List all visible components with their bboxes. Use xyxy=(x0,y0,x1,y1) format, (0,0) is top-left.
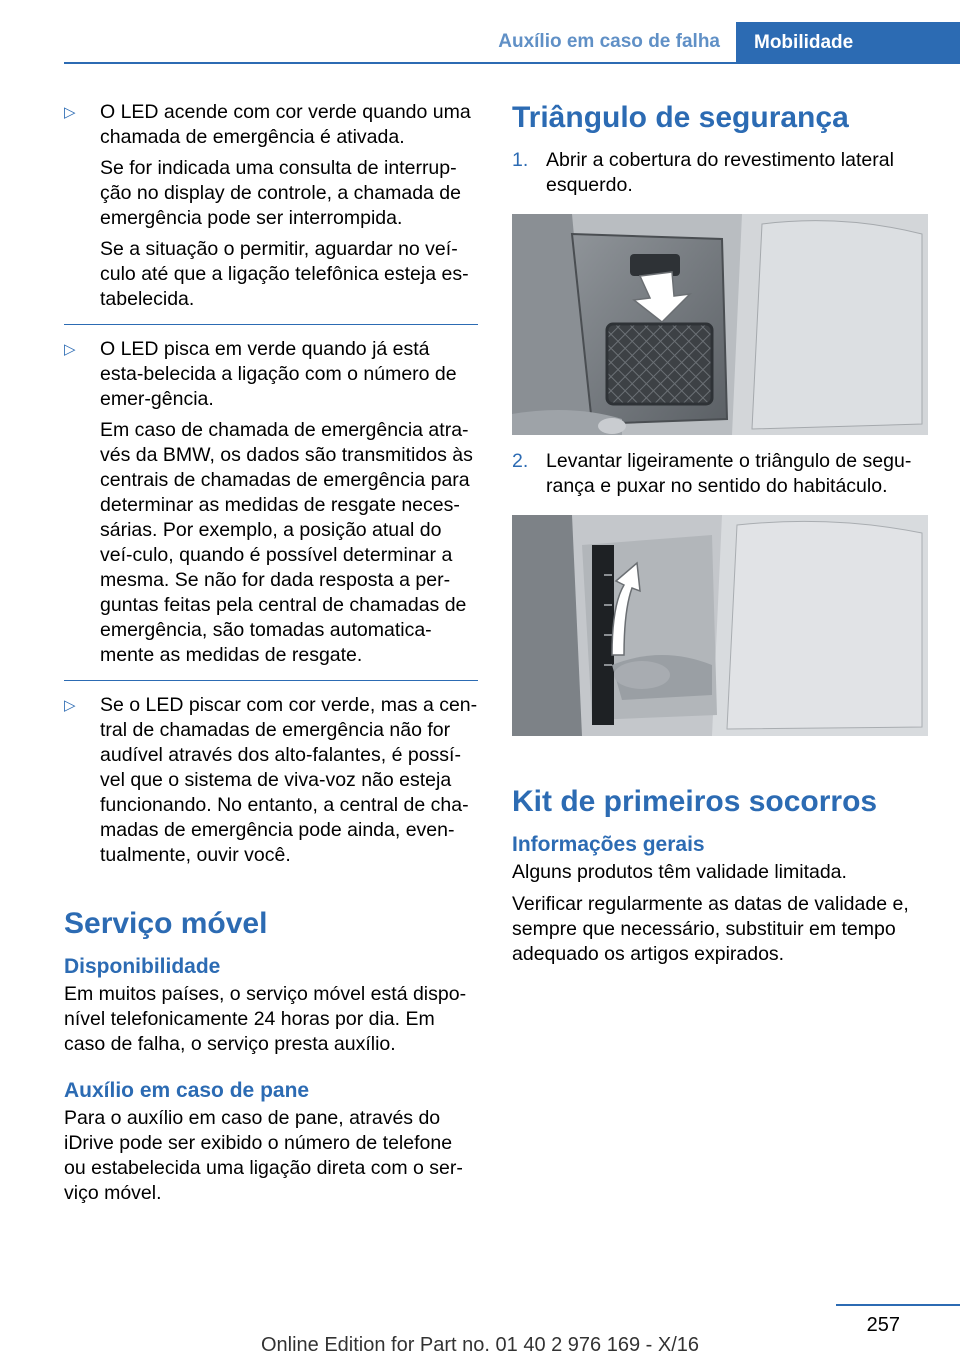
step-number: 2. xyxy=(512,450,529,472)
step-item xyxy=(512,148,928,198)
bullet-paragraph: Se o LED piscar com cor verde, mas a cen-tral de chamadas de emergência não for audível através dos alto-falantes, é possí-vel que o sistema de viva-voz não esteja funcionando. No entanto, a central de cha-madas de emergência pode ainda, even-tualmente, ouvir você. xyxy=(100,694,478,866)
bullet-paragraph: Se for indicada uma consulta de interrup-ção no display de controle, a chamada de emergência pode ser interrompida. xyxy=(100,157,461,229)
trunk-side-panel-cover-illustration xyxy=(512,214,928,435)
bullet-item xyxy=(64,693,478,868)
step-text: Abrir a cobertura do revestimento lateral esquerdo. xyxy=(546,149,894,196)
first-aid-paragraph: Verificar regularmente as datas de validade e, sempre que necessário, substituir em tempo adequado os artigos expirados. xyxy=(512,893,909,965)
section-title-triangulo: Triângulo de segurança xyxy=(512,101,849,134)
bullet-paragraph: Em caso de chamada de emergência atra-vés da BMW, os dados são transmitidos às centrais de chamadas de emergência para determinar as medidas de resgate neces-sárias. Por exemplo, a posição atual do veí-culo, quando é possível determinar a mesma. Se não for dada resposta a per-guntas feitas pela central de chamadas de emergência, são tomadas automatica-mente as medidas de resgate. xyxy=(100,419,473,666)
bullet-divider xyxy=(64,324,478,325)
bullet-paragraph: O LED pisca em verde quando já está esta-belecida a ligação com o número de emer-gência. xyxy=(100,338,457,410)
triangle-bullet-icon: ▷ xyxy=(64,341,76,358)
bullet-item xyxy=(64,100,478,312)
bullet-paragraph: O LED acende com cor verde quando uma chamada de emergência é ativada. xyxy=(100,101,471,148)
breakdown-text: Para o auxílio em caso de pane, através do iDrive pode ser exibido o número de telefone ou estabelecida uma ligação direta com o ser-viço móvel. xyxy=(64,1107,463,1204)
chapter-tab: Mobilidade xyxy=(736,22,960,64)
edition-footer: Online Edition for Part no. 01 40 2 976 169 - X/16 xyxy=(260,1334,700,1356)
right-column xyxy=(512,100,928,974)
subheading-informacoes-gerais: Informações gerais xyxy=(512,833,705,856)
first-aid-paragraph: Alguns produtos têm validade limitada. xyxy=(512,861,847,883)
page-number-rule xyxy=(836,1304,960,1306)
subheading-auxilio-pane: Auxílio em caso de pane xyxy=(64,1079,310,1102)
subheading-disponibilidade: Disponibilidade xyxy=(64,955,221,978)
bullet-paragraph: Se a situação o permitir, aguardar no veí-culo até que a ligação telefônica esteja es-tabelecida. xyxy=(100,238,469,310)
left-column xyxy=(64,100,478,1213)
triangle-bullet-icon: ▷ xyxy=(64,697,76,714)
section-title-servico-movel: Serviço móvel xyxy=(64,907,268,940)
step-item xyxy=(512,449,928,499)
section-title-primeiros-socorros: Kit de primeiros socorros xyxy=(512,785,878,818)
bullet-divider xyxy=(64,680,478,681)
running-header-section: Auxílio em caso de falha xyxy=(498,31,720,52)
step-number: 1. xyxy=(512,149,529,171)
bullet-item xyxy=(64,337,478,668)
header-rule xyxy=(64,62,960,64)
step-text: Levantar ligeiramente o triângulo de segu-rança e puxar no sentido do habitáculo. xyxy=(546,450,912,497)
page-number: 257 xyxy=(866,1314,900,1336)
availability-text: Em muitos países, o serviço móvel está dispo-nível telefonicamente 24 horas por dia. Em caso de falha, o serviço presta auxílio. xyxy=(64,983,467,1055)
warning-triangle-removal-illustration xyxy=(512,515,928,736)
triangle-bullet-icon: ▷ xyxy=(64,104,76,121)
